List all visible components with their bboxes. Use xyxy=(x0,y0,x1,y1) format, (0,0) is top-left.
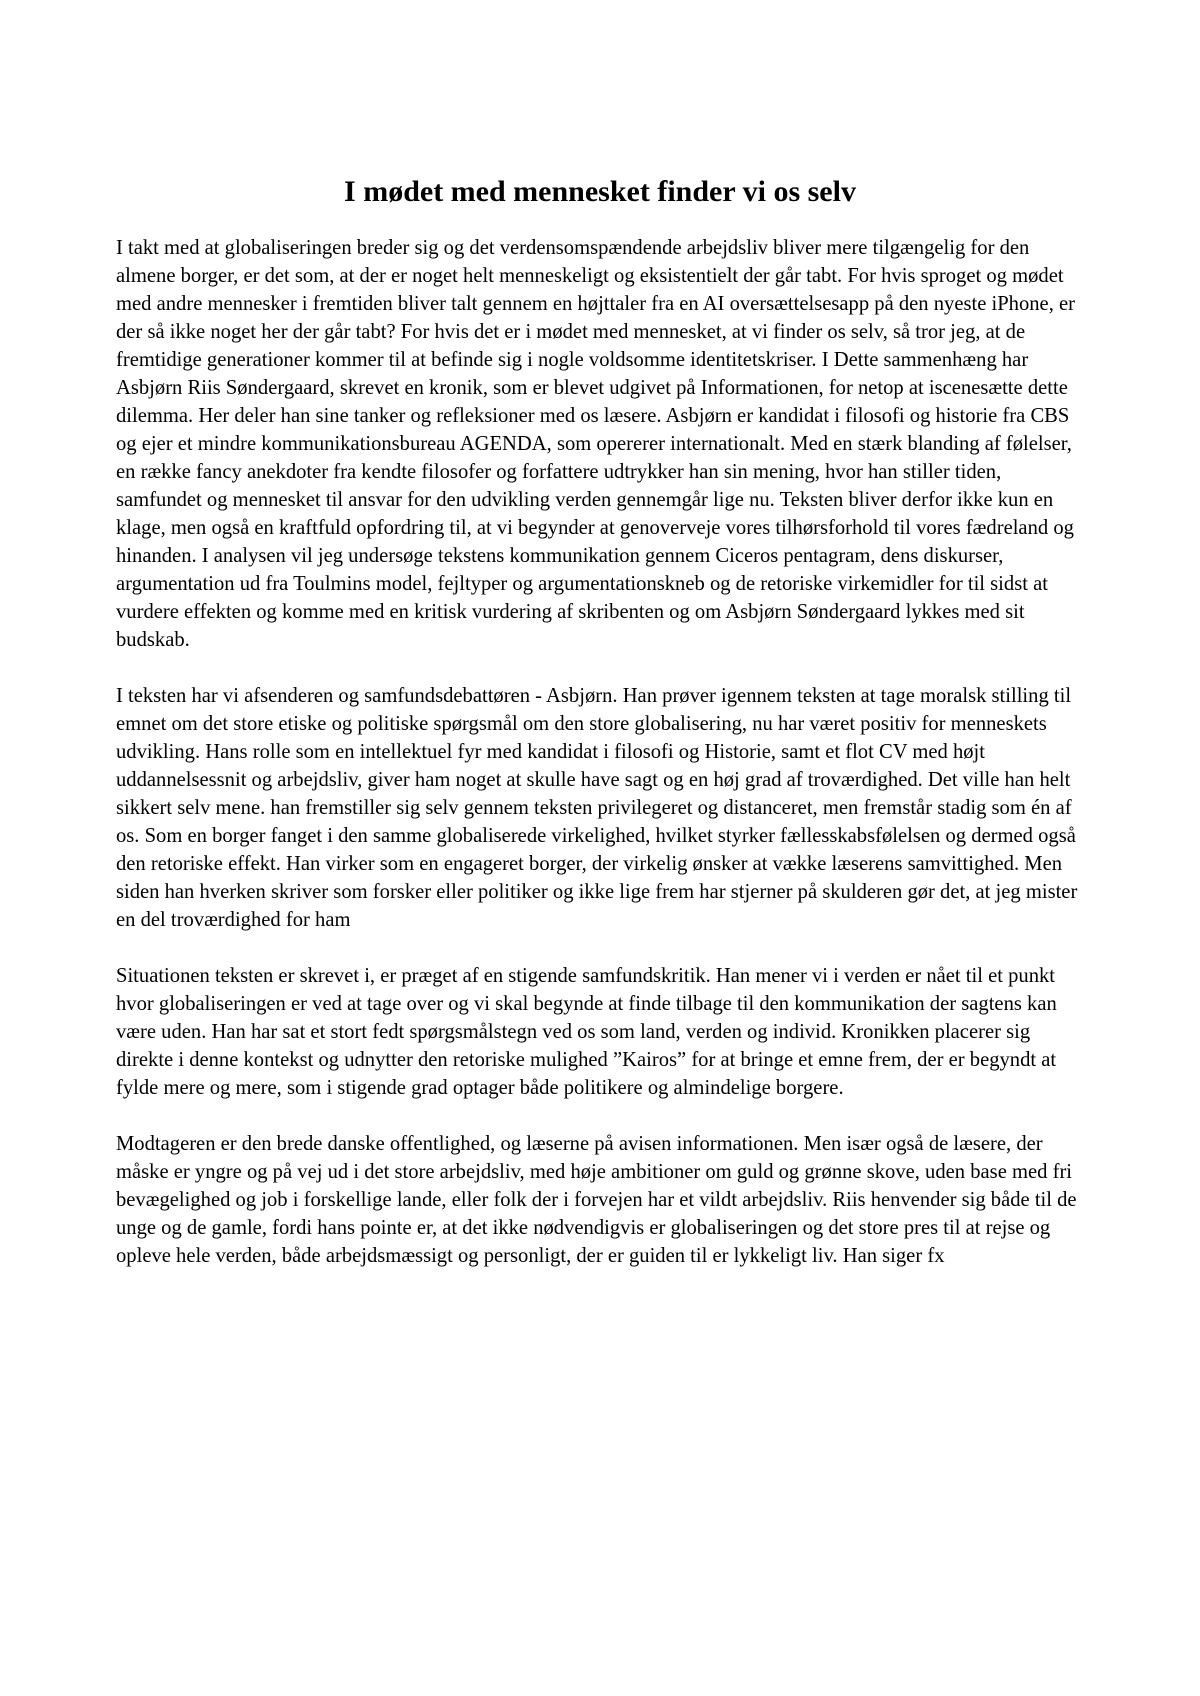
document-title: I mødet med mennesket finder vi os selv xyxy=(344,175,856,208)
paragraph-receiver: Modtageren er den brede danske offentlighed, og læserne på avisen informationen. Men især også de læsere, der måske er yngre og på vej ud i det store arbejdsliv, med høje ambitioner om guld og grønne skove, uden base med fri bevægelighed og job i forskellige lande, eller folk der i forvejen har et vildt arbejdsliv. Riis henvender sig både til de unge og de gamle, fordi hans pointe er, at det ikke nødvendigvis er globaliseringen og det store pres til at rejse og opleve hele verden, både arbejdsmæssigt og personligt, der er guiden til er lykkeligt liv. Han siger fx xyxy=(116,1133,1077,1267)
paragraph-situation: Situationen teksten er skrevet i, er præget af en stigende samfundskritik. Han mener vi i verden er nået til et punkt hvor globaliseringen er ved at tage over og vi skal begynde at finde tilbage til den kommunikation der sagtens kan være uden. Han har sat et stort fedt spørgsmålstegn ved os som land, verden og individ. Kronikken placerer sig direkte i denne kontekst og udnytter den retoriske mulighed ”Kairos” for at bringe et emne frem, der er begyndt at fylde mere og mere, som i stigende grad optager både politikere og almindelige borgere. xyxy=(116,965,1057,1099)
document-body xyxy=(116,234,1088,1298)
paragraph-sender: I teksten har vi afsenderen og samfundsdebattøren - Asbjørn. Han prøver igennem teksten at tage moralsk stilling til emnet om det store etiske og politiske spørgsmål om den store globalisering, nu har været positiv for menneskets udvikling. Hans rolle som en intellektuel fyr med kandidat i filosofi og Historie, samt et flot CV med højt uddannelsessnit og arbejdsliv, giver ham noget at skulle have sagt og en høj grad af troværdighed. Det ville han helt sikkert selv mene. han fremstiller sig selv gennem teksten privilegeret og distanceret, men fremstår stadig som én af os. Som en borger fanget i den samme globaliserede virkelighed, hvilket styrker fællesskabsfølelsen og dermed også den retoriske effekt. Han virker som en engageret borger, der virkelig ønsker at vække læserens samvittighed. Men siden han hverken skriver som forsker eller politiker og ikke lige frem har stjerner på skulderen gør det, at jeg mister en del troværdighed for ham xyxy=(116,685,1078,931)
paragraph-introduction: I takt med at globaliseringen breder sig og det verdensomspændende arbejdsliv bliver mere tilgængelig for den almene borger, er det som, at der er noget helt menneskeligt og eksistentielt der går tabt. For hvis sproget og mødet med andre mennesker i fremtiden bliver talt gennem en højttaler fra en AI oversættelsesapp på den nyeste iPhone, er der så ikke noget her der går tabt? For hvis det er i mødet med mennesket, at vi finder os selv, så tror jeg, at de fremtidige generationer kommer til at befinde sig i nogle voldsomme identitetskriser. I Dette sammenhæng har Asbjørn Riis Søndergaard, skrevet en kronik, som er blevet udgivet på Informationen, for netop at iscenesætte dette dilemma. Her deler han sine tanker og refleksioner med os læsere. Asbjørn er kandidat i filosofi og historie fra CBS og ejer et mindre kommunikationsbureau AGENDA, som opererer internationalt. Med en stærk blanding af følelser, en række fancy anekdoter fra kendte filosofer og forfattere udtrykker han sin mening, hvor han stiller tiden, samfundet og mennesket til ansvar for den udvikling verden gennemgår lige nu. Teksten bliver derfor ikke kun en klage, men også en kraftfuld opfordring til, at vi begynder at genoverveje vores tilhørsforhold til vores fædreland og hinanden. I analysen vil jeg undersøge tekstens kommunikation gennem Ciceros pentagram, dens diskurser, argumentation ud fra Toulmins model, fejltyper og argumentationskneb og de retoriske virkemidler for til sidst at vurdere effekten og komme med en kritisk vurdering af skribenten og om Asbjørn Søndergaard lykkes med sit budskab. xyxy=(116,237,1075,651)
